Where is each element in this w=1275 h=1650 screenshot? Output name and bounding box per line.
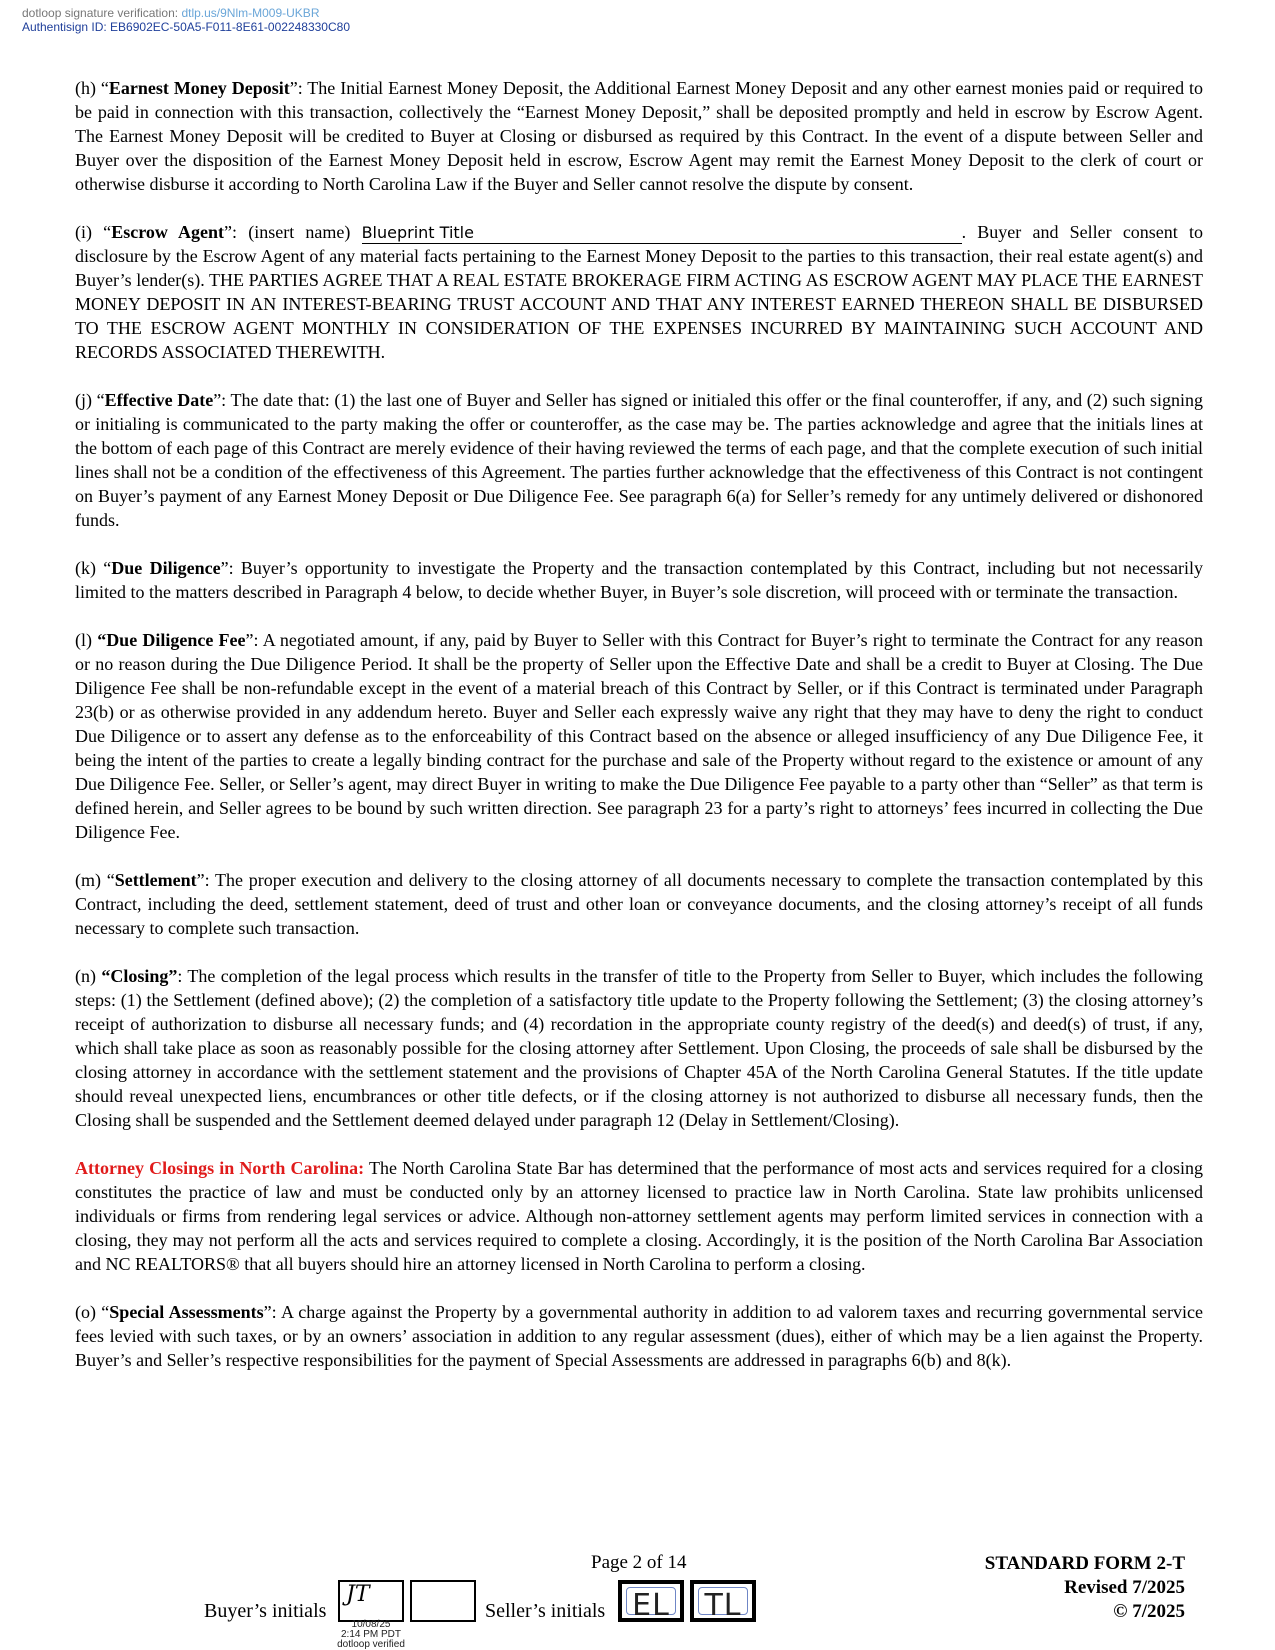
- paragraph-prefix: (m) “: [75, 870, 115, 890]
- stamp-time: 2:14 PM PDT: [340, 1629, 402, 1640]
- buyer-initial-box-1[interactable]: [338, 1580, 404, 1622]
- term-label: Earnest Money Deposit: [108, 78, 290, 98]
- term-label: Special Assessments: [109, 1302, 264, 1322]
- paragraph-m: [75, 868, 1203, 940]
- attorney-closings-heading: Attorney Closings in North Carolina:: [75, 1158, 365, 1178]
- buyer-initial-signature: JT: [346, 1582, 370, 1607]
- term-label: Settlement: [114, 870, 197, 890]
- stamp-note: dotloop verified: [337, 1639, 405, 1650]
- paragraph-j: [75, 388, 1203, 532]
- paragraph-prefix: (k) “: [75, 558, 112, 578]
- verification-prefix: dotloop signature verification:: [22, 6, 182, 20]
- term-label: “Due Diligence Fee: [97, 630, 246, 650]
- verification-link[interactable]: dtlp.us/9Nlm-M009-UKBR: [181, 6, 320, 20]
- paragraph-text: ”: Buyer’s opportunity to investigate the Property and the transaction contemplated by this Contract, including but not necessarily limited to the matters described in Paragraph 4 below, to decide whether Buyer, in Buyer’s sole discretion, will proceed with or terminate the transaction.: [75, 558, 1203, 602]
- paragraph-text: ”: The proper execution and delivery to the closing attorney of all documents necessary to complete the transaction contemplated by this Contract, including the deed, settlement statement, deed of trust and other loan or conveyance documents, and the closing attorney’s receipt of all funds necessary to complete such transaction.: [75, 870, 1203, 938]
- paragraph-h: [75, 76, 1203, 196]
- seller-initial-2-text: TL: [704, 1588, 742, 1623]
- paragraph-text: . Buyer and Seller consent to disclosure by the Escrow Agent of any material facts pertaining to the Earnest Money Deposit to the parties to this transaction, their real estate agent(s) and Buyer’s lender(s). THE PARTIES AGREE THAT A REAL ESTATE BROKERAGE FIRM ACTING AS ESCROW AGENT MAY PLACE THE EARNEST MONEY DEPOSIT IN AN INTEREST-BEARING TRUST ACCOUNT AND THAT ANY INTEREST EARNED THEREON SHALL BE DISBURSED TO THE ESCROW AGENT MONTHLY IN CONSIDERATION OF THE EXPENSES INCURRED BY MAINTAINING SUCH ACCOUNT AND RECORDS ASSOCIATED THEREWITH.: [75, 222, 1203, 362]
- paragraph-n: [75, 964, 1203, 1132]
- paragraph-attorney-closings: [75, 1156, 1203, 1276]
- form-identifier: [985, 1552, 1185, 1624]
- term-label: Effective Date: [104, 390, 214, 410]
- paragraph-prefix: (j) “: [75, 390, 105, 410]
- buyer-initials-label: Buyer’s initials: [204, 1600, 327, 1622]
- seller-initial-box-1[interactable]: [618, 1580, 684, 1622]
- paragraph-text: ”: A charge against the Property by a governmental authority in addition to ad valorem taxes and recurring governmental service fees levied with such taxes, or by an owners’ association in addition to any regular assessment (dues), either of which may be a lien against the Property. Buyer’s and Seller’s respective responsibilities for the payment of Special Assessments are addressed in paragraphs 6(b) and 8(k).: [75, 1302, 1203, 1370]
- term-label: Due Diligence: [111, 558, 221, 578]
- authentisign-id: Authentisign ID: EB6902EC-50A5-F011-8E61-002248330C80: [22, 20, 350, 34]
- verification-line: [22, 6, 350, 20]
- seller-initial-1-text: EL: [632, 1588, 670, 1623]
- buyer-initial-box-2[interactable]: [410, 1580, 476, 1622]
- paragraph-prefix: (n): [75, 966, 102, 986]
- paragraph-text: : The completion of the legal process which results in the transfer of title to the Property from Seller to Buyer, which includes the following steps: (1) the Settlement (defined above); (2) the completion of a satisfactory title update to the Property following the Settlement; (3) the closing attorney’s receipt of authorization to disburse all necessary funds; and (4) recordation in the appropriate county registry of the deed(s) and deed(s) of trust, if any, which shall take place as soon as reasonably possible for the closing attorney after Settlement. Upon Closing, the proceeds of sale shall be disbursed by the closing attorney in accordance with the settlement statement and the provisions of Chapter 45A of the North Carolina General Statutes. If the title update should reveal unexpected liens, encumbrances or other title defects, or if the closing attorney is not authorized to disburse all necessary funds, then the Closing shall be suspended and the Settlement deemed delayed under paragraph 12 (Delay in Settlement/Closing).: [75, 966, 1203, 1130]
- dotloop-verified-stamp: [316, 1620, 426, 1650]
- paragraph-k: [75, 556, 1203, 604]
- page-number: Page 2 of 14: [591, 1552, 687, 1573]
- page-footer: [0, 1550, 1275, 1649]
- term-label: “Closing”: [101, 966, 178, 986]
- seller-initials-label: Seller’s initials: [485, 1600, 606, 1622]
- form-title: STANDARD FORM 2-T: [984, 1553, 1185, 1574]
- paragraph-text: ”: The date that: (1) the last one of Buyer and Seller has signed or initialed this offer or the final counteroffer, if any, and (2) such signing or initialing is communicated to the party making the offer or counteroffer, as the case may be. The parties acknowledge and agree that the initials lines at the bottom of each page of this Contract are merely evidence of their having reviewed the terms of each page, and that the complete execution of such initial lines shall not be a condition of the effectiveness of this Agreement. The parties further acknowledge that the effectiveness of this Contract is not contingent on Buyer’s payment of any Earnest Money Deposit or Due Diligence Fee. See paragraph 6(a) for Seller’s remedy for any untimely delivered or dishonored funds.: [75, 390, 1203, 530]
- form-revised: Revised 7/2025: [1064, 1577, 1185, 1598]
- signature-verification: [22, 6, 350, 34]
- term-label: Escrow Agent: [111, 222, 225, 242]
- paragraph-prefix: (l): [75, 630, 98, 650]
- form-copyright: © 7/2025: [1113, 1601, 1185, 1622]
- paragraph-text: ”: A negotiated amount, if any, paid by Buyer to Seller with this Contract for Buyer’s right to terminate the Contract for any reason or no reason during the Due Diligence Period. It shall be the property of Seller upon the Effective Date and shall be a credit to Buyer at Closing. The Due Diligence Fee shall be non-refundable except in the event of a material breach of this Contract by Seller, or if this Contract is terminated under Paragraph 23(b) or as otherwise provided in any addendum hereto. Buyer and Seller each expressly waive any right that they may have to deny the right to conduct Due Diligence or to assert any defense as to the enforceability of this Contract based on the absence or alleged insufficiency of any Due Diligence Fee, it being the intent of the parties to create a legally binding contract for the purchase and sale of the Property without regard to the existence or amount of any Due Diligence Fee. Seller, or Seller’s agent, may direct Buyer in writing to make the Due Diligence Fee payable to a party other than “Seller” as that term is defined herein, and Seller agrees to be bound by such written direction. See paragraph 23 for a party’s right to attorneys’ fees incurred in collecting the Due Diligence Fee.: [75, 630, 1204, 842]
- seller-initial-box-2[interactable]: [690, 1580, 756, 1622]
- contract-body: [75, 76, 1203, 1396]
- stamp-date: 10/08/25: [351, 1619, 391, 1630]
- paragraph-i: [75, 220, 1203, 364]
- paragraph-text: ”: The Initial Earnest Money Deposit, the Additional Earnest Money Deposit and any other earnest monies paid or required to be paid in connection with this transaction, collectively the “Earnest Money Deposit,” shall be deposited promptly and held in escrow by Escrow Agent. The Earnest Money Deposit will be credited to Buyer at Closing or disbursed as required by this Contract. In the event of a dispute between Seller and Buyer over the disposition of the Earnest Money Deposit held in escrow, Escrow Agent may remit the Earnest Money Deposit to the clerk of court or otherwise disburse it according to North Carolina Law if the Buyer and Seller cannot resolve the dispute by consent.: [75, 78, 1204, 194]
- paragraph-prefix: (o) “: [75, 1302, 110, 1322]
- paragraph-text: ”: (insert name): [224, 222, 362, 242]
- paragraph-o: [75, 1300, 1203, 1372]
- paragraph-l: [75, 628, 1203, 844]
- paragraph-text: The North Carolina State Bar has determined that the performance of most acts and services required for a closing constitutes the practice of law and must be conducted only by an attorney licensed to practice law in North Carolina. State law prohibits unlicensed individuals or firms from rendering legal services or advice. Although non-attorney settlement agents may perform limited services in connection with a closing, they may not perform all the acts and services required to complete a closing. Accordingly, it is the position of the North Carolina Bar Association and NC REALTORS® that all buyers should hire an attorney licensed in North Carolina to perform a closing.: [75, 1158, 1203, 1274]
- paragraph-prefix: (i) “: [75, 222, 112, 242]
- paragraph-prefix: (h) “: [75, 78, 109, 98]
- escrow-agent-name-field[interactable]: Blueprint Title: [362, 223, 962, 244]
